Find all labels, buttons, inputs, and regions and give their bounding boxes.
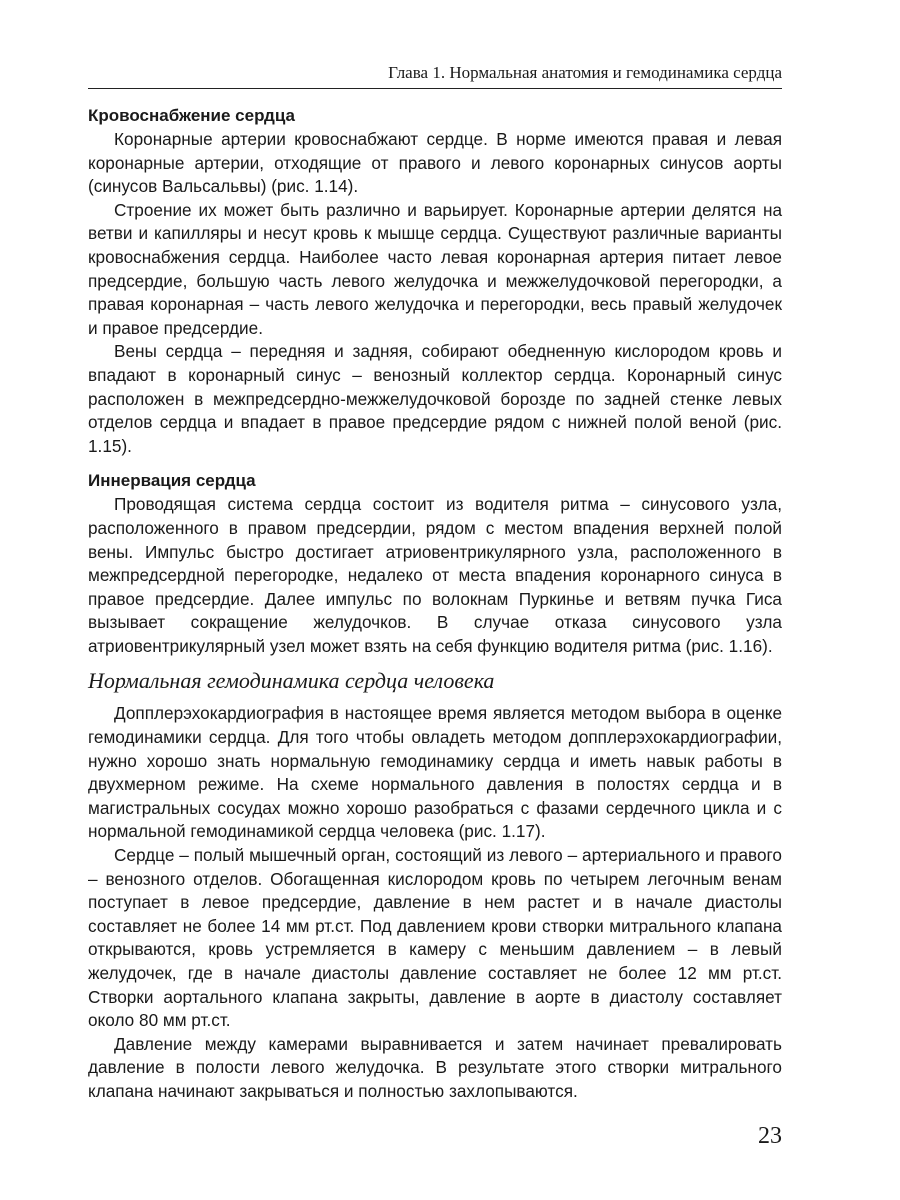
paragraph: Строение их может быть различно и варьирует. Коронарные артерии делятся на ветви и капилляры и несут кровь к мышце сердца. Существуют различные варианты кровоснабжения сердца. Наиболее часто левая коронарная артерия питает левое предсердие, большую часть левого желудочка и межжелудочковой перегородки, а правая коронарная – часть левого желудочка и перегородки, весь правый желудочек и правое предсердие. <box>88 199 782 338</box>
paragraph: Сердце – полый мышечный орган, состоящий из левого – артериального и правого – венозного отделов. Обогащенная кислородом кровь по четырем легочным венам поступает в левое предсердие, давление в нем растет и в начале диастолы составляет не более 14 мм рт.ст. Под давлением крови створки митрального клапана открываются, кровь устремляется в камеру с меньшим давлением – в левый желудочек, где в начале диастолы давление составляет не более 12 мм рт.ст. Створки аортального клапана закрыты, давление в аорте в диастолу составляет около 80 мм рт.ст. <box>88 845 782 1031</box>
paragraph: Коронарные артерии кровоснабжают сердце. В норме имеются правая и левая коронарные артерии, отходящие от правого и левого коронарных синусов аорты (синусов Вальсальвы) (рис. 1.14). <box>88 129 782 197</box>
section-hemodynamics <box>88 666 782 1103</box>
page-number: 23 <box>758 1123 782 1149</box>
section-heading-innervation: Иннервация сердца <box>88 471 256 491</box>
section-innervation <box>88 468 782 658</box>
section-heading-hemodynamics: Нормальная гемодинамика сердца человека <box>88 668 495 694</box>
paragraph: Проводящая система сердца состоит из водителя ритма – синусового узла, расположенного в правом предсердии, рядом с местом впадения верхней полой вены. Импульс быстро достигает атриовентрикулярного узла, расположенного в межпредсердной перегородке, недалеко от места впадения коронарного синуса в правое предсердие. Далее импульс по волокнам Пуркинье и ветвям пучка Гиса вызывает сокращение желудочков. В случае отказа синусового узла атриовентрикулярный узел может взять на себя функцию водителя ритма (рис. 1.16). <box>88 494 782 656</box>
page-body <box>88 103 782 1104</box>
section-heading-blood-supply: Кровоснабжение сердца <box>88 106 295 125</box>
paragraph: Давление между камерами выравнивается и затем начинает превалировать давление в полости левого желудочка. В результате этого створки митрального клапана начинают закрываться и полностью захлопываются. <box>88 1033 782 1101</box>
header-divider <box>88 88 782 89</box>
section-blood-supply <box>88 103 782 458</box>
paragraph: Вены сердца – передняя и задняя, собирают обедненную кислородом кровь и впадают в коронарный синус – венозный коллектор сердца. Коронарный синус расположен в межпредсердно-межжелудочковой борозде по задней стенке левых отделов сердца и впадает в правое предсердие рядом с нижней полой веной (рис. 1.15). <box>88 341 782 456</box>
paragraph: Допплерэхокардиография в настоящее время является методом выбора в оценке гемодинамики сердца. Для того чтобы овладеть методом допплерэхокардиографии, нужно хорошо знать нормальную гемодинамику сердца и иметь навык работы в двухмерном режиме. На схеме нормального давления в полостях сердца и в магистральных сосудах можно хорошо разобраться с фазами сердечного цикла и с нормальной гемодинамикой сердца человека (рис. 1.17). <box>88 703 782 842</box>
running-head: Глава 1. Нормальная анатомия и гемодинамика сердца <box>388 63 782 82</box>
